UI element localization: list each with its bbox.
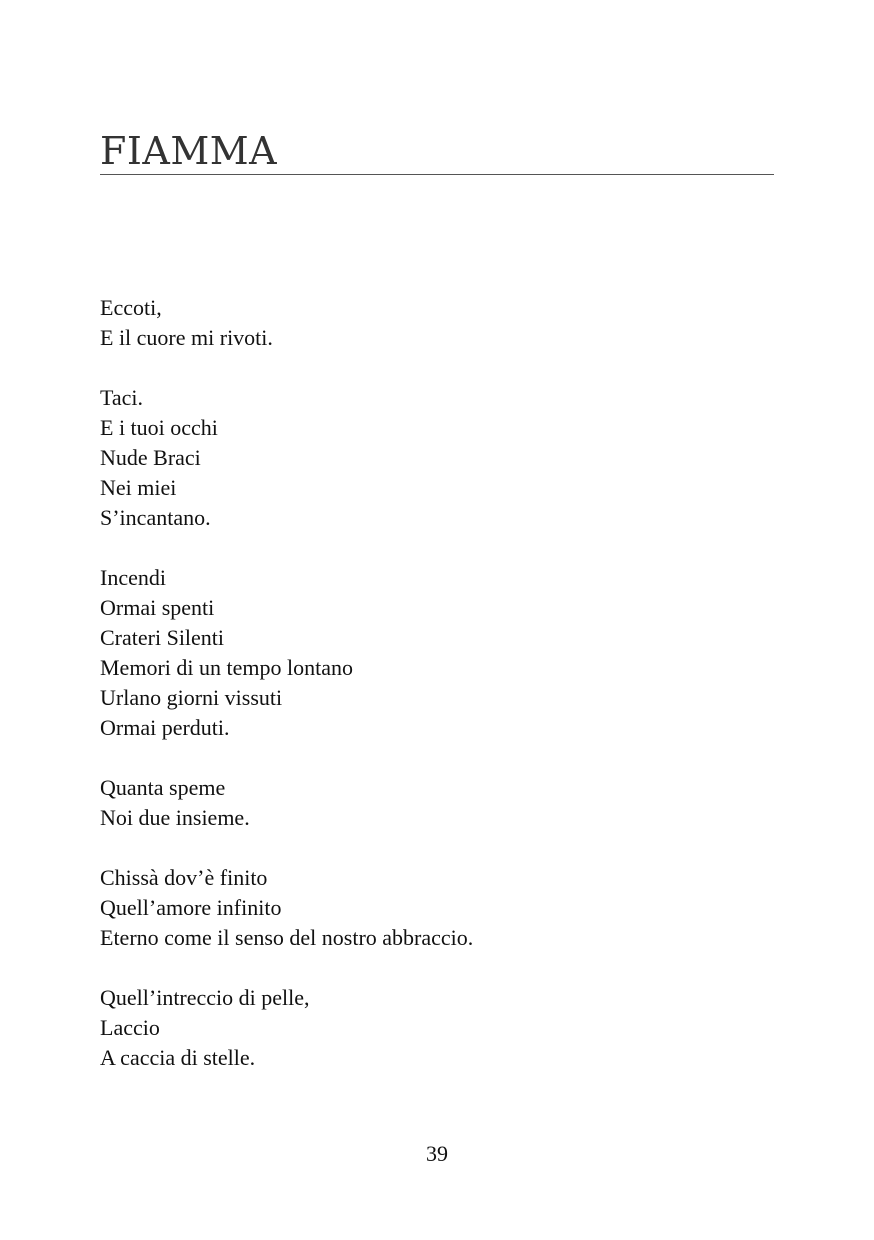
poem-line: Taci. xyxy=(100,385,144,410)
page-number: 39 xyxy=(426,1141,448,1166)
poem-line: Nei miei xyxy=(100,475,177,500)
stanza-4 xyxy=(100,773,774,833)
poem-line: S’incantano. xyxy=(100,505,211,530)
stanza-3 xyxy=(100,563,774,743)
poem-line: Eterno come il senso del nostro abbraccio. xyxy=(100,925,474,950)
stanza-2 xyxy=(100,383,774,533)
poem-line: Noi due insieme. xyxy=(100,805,250,830)
poem-line: Quanta speme xyxy=(100,775,226,800)
stanza-1 xyxy=(100,293,774,353)
poem-line: E i tuoi occhi xyxy=(100,415,218,440)
poem-line: Chissà dov’è finito xyxy=(100,865,268,890)
poem-line: Memori di un tempo lontano xyxy=(100,655,353,680)
poem-line: Quell’amore infinito xyxy=(100,895,282,920)
poem-body xyxy=(100,293,774,1103)
page-title: FIAMMA xyxy=(100,129,278,173)
poem-line: Eccoti, xyxy=(100,295,162,320)
poem-line: Crateri Silenti xyxy=(100,625,225,650)
stanza-5 xyxy=(100,863,774,953)
stanza-6 xyxy=(100,983,774,1073)
poem-line: Ormai spenti xyxy=(100,595,215,620)
poem-line: Urlano giorni vissuti xyxy=(100,685,283,710)
poem-line: E il cuore mi rivoti. xyxy=(100,325,273,350)
poem-line: Incendi xyxy=(100,565,166,590)
poem-line: Quell’intreccio di pelle, xyxy=(100,985,310,1010)
poem-line: Nude Braci xyxy=(100,445,201,470)
title-underline xyxy=(100,174,774,175)
poem-line: Ormai perduti. xyxy=(100,715,230,740)
poem-line: A caccia di stelle. xyxy=(100,1045,256,1070)
poem-line: Laccio xyxy=(100,1015,160,1040)
